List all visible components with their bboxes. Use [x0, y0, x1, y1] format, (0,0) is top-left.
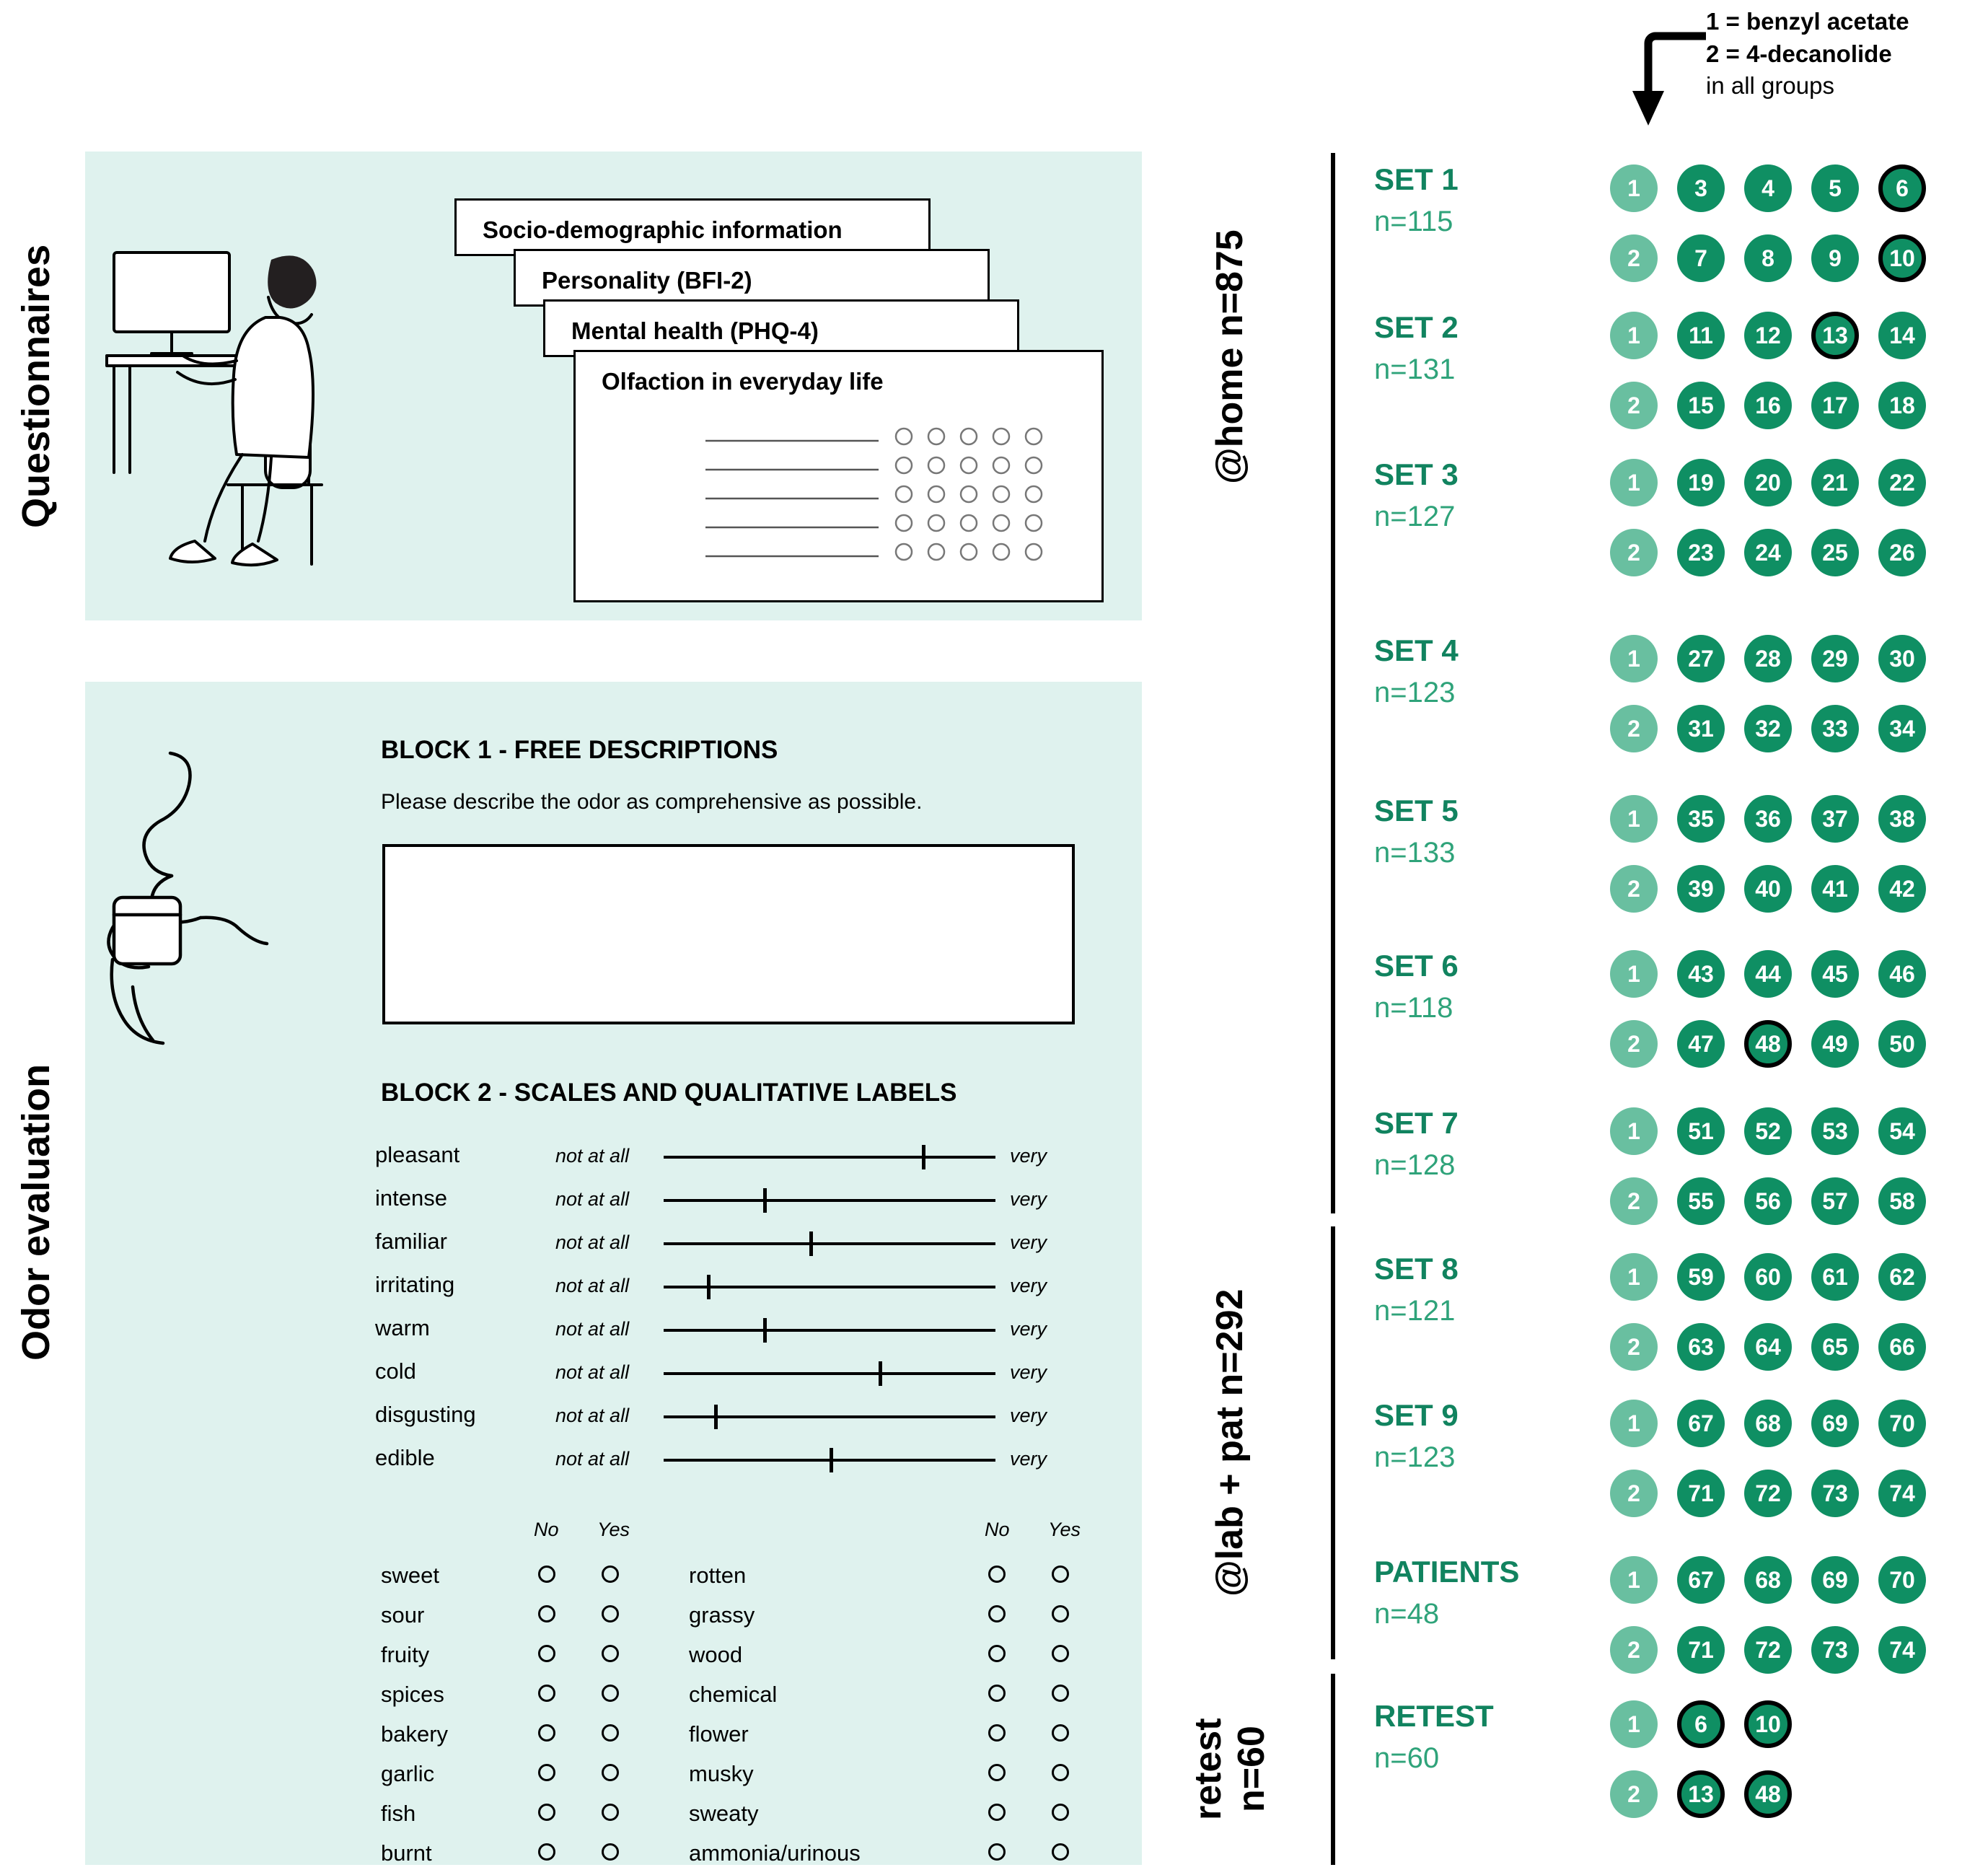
sample-bubble: 19 [1677, 459, 1725, 506]
sample-bubble: 36 [1744, 795, 1792, 843]
yesno-row-flower[interactable] [689, 1717, 1100, 1750]
sample-bubble: 15 [1677, 382, 1725, 429]
set-n-3: n=127 [1374, 501, 1456, 532]
legend-line-3: in all groups [1706, 72, 1834, 100]
odorant-bubble: 2 [1610, 382, 1658, 429]
scale-label-edible: edible [375, 1445, 435, 1470]
scale-min-label: not at all [555, 1145, 630, 1167]
odorant-bubble: 2 [1610, 1626, 1658, 1674]
odorant-bubble: 1 [1610, 635, 1658, 682]
odorant-bubble: 2 [1610, 1020, 1658, 1068]
set-n-patients: n=48 [1374, 1598, 1440, 1630]
questionnaire-card-3-label: Mental health (PHQ-4) [571, 317, 819, 344]
retest-label-text: retest n=60 [1187, 1718, 1272, 1821]
sample-bubble: 67 [1677, 1400, 1725, 1447]
radio-no[interactable] [988, 1566, 1006, 1583]
sample-bubble: 28 [1744, 635, 1792, 682]
sample-bubble-retest: 13 [1811, 312, 1859, 359]
sample-bubble: 27 [1677, 635, 1725, 682]
sample-bubble-retest: 10 [1878, 234, 1926, 282]
sample-bubble: 59 [1677, 1253, 1725, 1301]
yesno-label: chemical [689, 1682, 778, 1707]
nose-smelling-jar-illustration [101, 743, 353, 1053]
sample-bubble: 74 [1878, 1470, 1926, 1517]
sample-bubble: 46 [1878, 950, 1926, 998]
sample-bubble: 7 [1677, 234, 1725, 282]
sample-bubble: 16 [1744, 382, 1792, 429]
scale-row-irritating[interactable] [375, 1266, 1096, 1302]
radio-no[interactable] [988, 1685, 1006, 1702]
sample-bubble: 32 [1744, 705, 1792, 752]
sample-bubble: 56 [1744, 1177, 1792, 1225]
odorant-bubble: 2 [1610, 705, 1658, 752]
sample-bubble: 69 [1811, 1400, 1859, 1447]
scale-max-label: very [1010, 1361, 1047, 1383]
radio-yes[interactable] [1052, 1804, 1069, 1821]
scale-label-disgusting: disgusting [375, 1402, 476, 1427]
yesno-row-fruity[interactable] [381, 1638, 655, 1671]
questionnaire-card-4 [573, 350, 1104, 602]
radio-yes[interactable] [1052, 1685, 1069, 1702]
sample-bubble: 5 [1811, 164, 1859, 212]
radio-no[interactable] [988, 1804, 1006, 1821]
block1-instruction: Please describe the odor as comprehensive as possible. [381, 790, 923, 814]
scale-max-label: very [1010, 1318, 1047, 1340]
scale-marker[interactable] [922, 1145, 925, 1169]
set-n-8: n=121 [1374, 1295, 1456, 1327]
yesno-header-no-right: No [985, 1519, 1010, 1540]
sample-bubble: 8 [1744, 234, 1792, 282]
set-title-2: SET 2 [1374, 310, 1459, 344]
yesno-label: wood [689, 1642, 743, 1667]
questionnaire-card-1-label: Socio-demographic information [483, 216, 843, 243]
yesno-header-yes-right: Yes [1048, 1519, 1081, 1540]
sample-bubble: 55 [1677, 1177, 1725, 1225]
sample-bubble: 21 [1811, 459, 1859, 506]
sample-bubble: 52 [1744, 1107, 1792, 1155]
odorant-bubble: 2 [1610, 1770, 1658, 1818]
sample-bubble: 49 [1811, 1020, 1859, 1068]
yesno-row-wood[interactable] [689, 1638, 1100, 1671]
yesno-row-fish[interactable] [381, 1796, 655, 1830]
set-title-7: SET 7 [1374, 1106, 1459, 1140]
sample-bubble-retest: 6 [1677, 1700, 1725, 1748]
sample-bubble: 60 [1744, 1253, 1792, 1301]
sample-bubble: 22 [1878, 459, 1926, 506]
yesno-header-no-left: No [534, 1519, 559, 1540]
scale-row-intense[interactable] [375, 1180, 1096, 1216]
sample-bubble: 18 [1878, 382, 1926, 429]
sample-bubble: 70 [1878, 1556, 1926, 1604]
yesno-row-rotten[interactable] [689, 1558, 1100, 1591]
legend-arrow-icon [1627, 27, 1713, 128]
scale-row-familiar[interactable] [375, 1223, 1096, 1259]
scale-min-label: not at all [555, 1275, 630, 1296]
odorant-bubble: 1 [1610, 1700, 1658, 1748]
odorant-bubble: 1 [1610, 164, 1658, 212]
odorant-bubble: 1 [1610, 1107, 1658, 1155]
block1-title: BLOCK 1 - FREE DESCRIPTIONS [381, 736, 778, 764]
radio-no[interactable] [538, 1843, 555, 1861]
sample-bubble: 34 [1878, 705, 1926, 752]
sample-bubble: 57 [1811, 1177, 1859, 1225]
odorant-bubble: 1 [1610, 459, 1658, 506]
sample-bubble: 45 [1811, 950, 1859, 998]
yesno-label: garlic [381, 1761, 435, 1786]
sample-bubble: 69 [1811, 1556, 1859, 1604]
radio-yes[interactable] [602, 1685, 619, 1702]
radio-yes[interactable] [1052, 1605, 1069, 1622]
sample-bubble: 68 [1744, 1556, 1792, 1604]
person-at-computer-illustration [101, 216, 440, 592]
odorant-bubble: 2 [1610, 529, 1658, 576]
scale-track[interactable] [664, 1242, 995, 1245]
set-n-1: n=115 [1374, 206, 1453, 237]
scale-row-disgusting[interactable] [375, 1396, 1096, 1432]
odorant-bubble: 1 [1610, 1400, 1658, 1447]
group-label-home [1197, 155, 1262, 559]
scale-track[interactable] [664, 1329, 995, 1332]
radio-no[interactable] [538, 1804, 555, 1821]
questionnaire-card-3 [543, 299, 1019, 357]
sample-bubble: 72 [1744, 1470, 1792, 1517]
yesno-label: burnt [381, 1840, 432, 1866]
yesno-label: spices [381, 1682, 444, 1707]
sample-bubble: 73 [1811, 1626, 1859, 1674]
questionnaire-form-lines [576, 421, 1106, 601]
sample-bubble: 9 [1811, 234, 1859, 282]
sample-bubble: 72 [1744, 1626, 1792, 1674]
radio-no[interactable] [988, 1843, 1006, 1861]
sample-bubble: 43 [1677, 950, 1725, 998]
scale-max-label: very [1010, 1188, 1047, 1210]
questionnaire-card-4-label: Olfaction in everyday life [602, 368, 884, 395]
yesno-label: fruity [381, 1642, 430, 1667]
scale-row-warm[interactable] [375, 1309, 1096, 1345]
radio-yes[interactable] [602, 1605, 619, 1622]
scale-row-cold[interactable] [375, 1353, 1096, 1389]
sample-bubble: 35 [1677, 795, 1725, 843]
radio-yes[interactable] [602, 1843, 619, 1861]
yesno-row-musky[interactable] [689, 1757, 1100, 1790]
scale-marker[interactable] [714, 1405, 718, 1429]
odor-label-text: Odor evaluation [14, 1063, 58, 1361]
odorant-bubble: 1 [1610, 950, 1658, 998]
sample-bubble: 53 [1811, 1107, 1859, 1155]
sample-bubble: 14 [1878, 312, 1926, 359]
yesno-row-ammonia[interactable] [689, 1836, 1100, 1869]
set-title-3: SET 3 [1374, 457, 1459, 491]
odorant-bubble: 1 [1610, 1253, 1658, 1301]
scale-label-intense: intense [375, 1185, 447, 1211]
sample-bubble: 40 [1744, 865, 1792, 913]
odorant-bubble: 1 [1610, 1556, 1658, 1604]
yesno-label: rotten [689, 1563, 747, 1588]
sample-bubble: 71 [1677, 1626, 1725, 1674]
scale-marker[interactable] [830, 1448, 833, 1472]
radio-yes[interactable] [602, 1804, 619, 1821]
sample-bubble: 54 [1878, 1107, 1926, 1155]
sample-bubble-retest: 48 [1744, 1770, 1792, 1818]
odorant-bubble: 2 [1610, 1470, 1658, 1517]
yesno-row-bakery[interactable] [381, 1717, 655, 1750]
set-title-patients: PATIENTS [1374, 1555, 1520, 1589]
scale-min-label: not at all [555, 1188, 630, 1210]
sample-bubble: 65 [1811, 1323, 1859, 1371]
scale-label-warm: warm [375, 1315, 430, 1340]
radio-yes[interactable] [1052, 1724, 1069, 1742]
scale-track[interactable] [664, 1372, 995, 1375]
scale-max-label: very [1010, 1275, 1047, 1296]
yesno-row-sour[interactable] [381, 1598, 655, 1631]
sample-bubble-retest: 6 [1878, 164, 1926, 212]
set-title-retest: RETEST [1374, 1699, 1494, 1733]
group-label-retest [1187, 1674, 1272, 1865]
bracket-lab [1331, 1226, 1335, 1659]
group-label-lab [1197, 1226, 1262, 1659]
scale-track[interactable] [664, 1199, 995, 1202]
scale-track[interactable] [664, 1415, 995, 1418]
sample-bubble: 44 [1744, 950, 1792, 998]
sample-bubble: 39 [1677, 865, 1725, 913]
radio-no[interactable] [988, 1724, 1006, 1742]
sample-bubble: 30 [1878, 635, 1926, 682]
radio-yes[interactable] [602, 1724, 619, 1742]
questionnaire-card-2-label: Personality (BFI-2) [542, 267, 752, 294]
sample-bubble: 51 [1677, 1107, 1725, 1155]
yesno-label: ammonia/urinous [689, 1840, 861, 1866]
sample-bubble: 11 [1677, 312, 1725, 359]
radio-no[interactable] [538, 1724, 555, 1742]
section-label-questionnaires [7, 155, 65, 617]
set-title-1: SET 1 [1374, 162, 1459, 196]
block2-title: BLOCK 2 - SCALES AND QUALITATIVE LABELS [381, 1079, 957, 1107]
scale-label-irritating: irritating [375, 1272, 455, 1297]
yesno-label: fish [381, 1801, 416, 1826]
yesno-row-chemical[interactable] [689, 1677, 1100, 1711]
set-n-4: n=123 [1374, 677, 1456, 708]
set-title-9: SET 9 [1374, 1398, 1459, 1432]
radio-no[interactable] [538, 1764, 555, 1781]
sample-bubble: 50 [1878, 1020, 1926, 1068]
scale-marker[interactable] [763, 1318, 767, 1343]
sample-bubble: 23 [1677, 529, 1725, 576]
sample-bubble: 47 [1677, 1020, 1725, 1068]
lab-label-text: @lab + pat n=292 [1209, 1288, 1251, 1597]
set-n-retest: n=60 [1374, 1742, 1440, 1774]
yesno-row-garlic[interactable] [381, 1757, 655, 1790]
radio-yes[interactable] [1052, 1566, 1069, 1583]
legend-line-2: 2 = 4-decanolide [1706, 40, 1892, 67]
sample-bubble-retest: 10 [1744, 1700, 1792, 1748]
set-title-4: SET 4 [1374, 633, 1459, 667]
sample-bubble: 20 [1744, 459, 1792, 506]
scale-marker[interactable] [707, 1275, 711, 1299]
radio-yes[interactable] [1052, 1843, 1069, 1861]
sample-bubble: 71 [1677, 1470, 1725, 1517]
sample-bubble: 64 [1744, 1323, 1792, 1371]
sample-bubble: 33 [1811, 705, 1859, 752]
radio-no[interactable] [988, 1764, 1006, 1781]
scale-row-pleasant[interactable] [375, 1136, 1096, 1172]
sample-bubble: 38 [1878, 795, 1926, 843]
questionnaire-card-2 [514, 249, 990, 307]
set-title-8: SET 8 [1374, 1252, 1459, 1286]
sample-bubble: 74 [1878, 1626, 1926, 1674]
sample-bubble: 58 [1878, 1177, 1926, 1225]
yesno-label: sweet [381, 1563, 439, 1588]
radio-yes[interactable] [602, 1764, 619, 1781]
radio-no[interactable] [538, 1566, 555, 1583]
sample-bubble: 3 [1677, 164, 1725, 212]
yesno-row-sweaty[interactable] [689, 1796, 1100, 1830]
scale-min-label: not at all [555, 1361, 630, 1383]
scale-max-label: very [1010, 1145, 1047, 1167]
section-label-odor-evaluation [7, 714, 65, 1710]
sample-bubble: 29 [1811, 635, 1859, 682]
radio-no[interactable] [988, 1605, 1006, 1622]
scale-marker[interactable] [763, 1188, 767, 1213]
sample-bubble: 66 [1878, 1323, 1926, 1371]
scale-marker[interactable] [879, 1361, 882, 1386]
sample-bubble-retest: 13 [1677, 1770, 1725, 1818]
scale-max-label: very [1010, 1231, 1047, 1253]
odorant-bubble: 2 [1610, 234, 1658, 282]
yesno-label: bakery [381, 1721, 449, 1747]
radio-yes[interactable] [602, 1645, 619, 1662]
scale-min-label: not at all [555, 1318, 630, 1340]
yesno-label: musky [689, 1761, 754, 1786]
free-description-input[interactable] [382, 844, 1075, 1024]
odorant-bubble: 2 [1610, 1177, 1658, 1225]
sample-bubble: 61 [1811, 1253, 1859, 1301]
scale-max-label: very [1010, 1405, 1047, 1426]
yesno-row-burnt[interactable] [381, 1836, 655, 1869]
bracket-home [1331, 153, 1335, 1213]
scale-row-edible[interactable] [375, 1439, 1096, 1475]
odorant-legend [1706, 6, 1987, 102]
set-title-5: SET 5 [1374, 794, 1459, 827]
questionnaire-card-1 [454, 198, 931, 256]
radio-yes[interactable] [1052, 1764, 1069, 1781]
sample-bubble: 17 [1811, 382, 1859, 429]
sample-bubble: 73 [1811, 1470, 1859, 1517]
yesno-label: sweaty [689, 1801, 759, 1826]
yesno-row-grassy[interactable] [689, 1598, 1100, 1631]
odorant-bubble: 2 [1610, 865, 1658, 913]
sample-bubble: 41 [1811, 865, 1859, 913]
sample-bubble-retest: 48 [1744, 1020, 1792, 1068]
yesno-label: flower [689, 1721, 749, 1747]
sample-bubble: 62 [1878, 1253, 1926, 1301]
radio-no[interactable] [988, 1645, 1006, 1662]
sample-bubble: 4 [1744, 164, 1792, 212]
yesno-row-sweet[interactable] [381, 1558, 655, 1591]
scale-track[interactable] [664, 1286, 995, 1288]
home-label-text: @home n=875 [1209, 229, 1251, 485]
set-n-5: n=133 [1374, 837, 1456, 869]
questionnaires-label-text: Questionnaires [14, 244, 58, 528]
scale-label-cold: cold [375, 1358, 416, 1384]
radio-yes[interactable] [602, 1566, 619, 1583]
set-n-9: n=123 [1374, 1441, 1456, 1473]
sample-bubble: 24 [1744, 529, 1792, 576]
sample-bubble: 67 [1677, 1556, 1725, 1604]
set-n-2: n=131 [1374, 354, 1456, 385]
radio-no[interactable] [538, 1645, 555, 1662]
scale-track[interactable] [664, 1156, 995, 1159]
yesno-label: sour [381, 1602, 425, 1628]
sample-bubble: 70 [1878, 1400, 1926, 1447]
radio-yes[interactable] [1052, 1645, 1069, 1662]
radio-no[interactable] [538, 1685, 555, 1702]
bracket-retest [1331, 1674, 1335, 1865]
scale-label-pleasant: pleasant [375, 1142, 460, 1167]
sample-bubble: 68 [1744, 1400, 1792, 1447]
yesno-header-yes-left: Yes [597, 1519, 630, 1540]
set-title-6: SET 6 [1374, 949, 1459, 983]
sample-bubble: 42 [1878, 865, 1926, 913]
set-n-7: n=128 [1374, 1149, 1456, 1181]
sample-bubble: 63 [1677, 1323, 1725, 1371]
sample-bubble: 31 [1677, 705, 1725, 752]
scale-min-label: not at all [555, 1405, 630, 1426]
odorant-bubble: 1 [1610, 795, 1658, 843]
odorant-bubble: 2 [1610, 1323, 1658, 1371]
scale-max-label: very [1010, 1448, 1047, 1470]
scale-label-familiar: familiar [375, 1229, 447, 1254]
yesno-row-spices[interactable] [381, 1677, 655, 1711]
scale-min-label: not at all [555, 1448, 630, 1470]
scale-min-label: not at all [555, 1231, 630, 1253]
radio-no[interactable] [538, 1605, 555, 1622]
scale-marker[interactable] [809, 1231, 813, 1256]
sample-bubble: 26 [1878, 529, 1926, 576]
sample-bubble: 37 [1811, 795, 1859, 843]
odorant-bubble: 1 [1610, 312, 1658, 359]
sample-bubble: 12 [1744, 312, 1792, 359]
sample-bubble: 25 [1811, 529, 1859, 576]
set-n-6: n=118 [1374, 992, 1453, 1024]
legend-line-1: 1 = benzyl acetate [1706, 8, 1909, 35]
yesno-label: grassy [689, 1602, 755, 1628]
